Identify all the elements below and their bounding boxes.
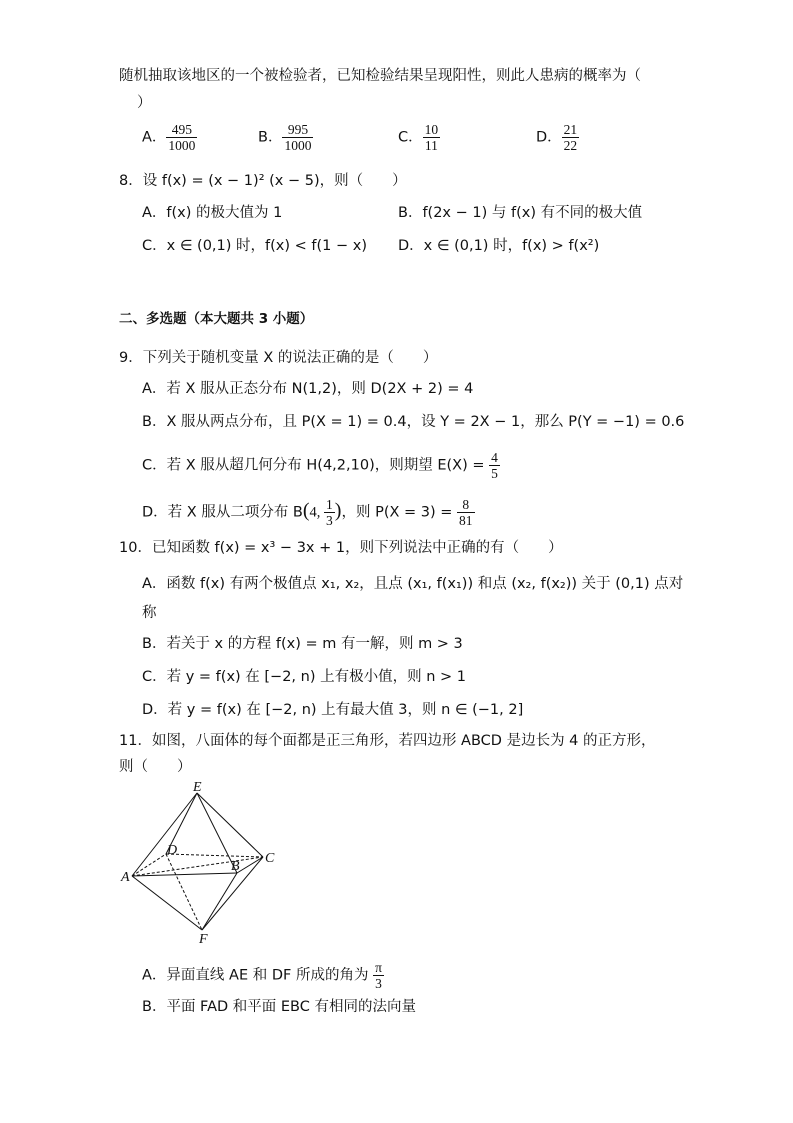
q7-option-b: B． $\frac{995}{1000}$ <box>258 122 312 153</box>
q7-stem: 随机抽取该地区的一个被检验者，已知检验结果呈现阳性，则此人患病的概率为（ <box>119 68 641 84</box>
q9-option-c: C．若 X 服从超几何分布 H(4,2,10)，则期望 E(X) = $\frac{4}{5}$ <box>142 450 498 481</box>
q11-option-a: A．异面直线 AE 和 DF 所成的角为 $\frac{\pi}{3}$ <box>142 960 382 991</box>
q11-option-b: B．平面 FAD 和平面 EBC 有相同的法向量 <box>142 999 416 1015</box>
edge-ec <box>197 793 263 857</box>
q8-option-c: C．x ∈ (0,1) 时，f(x) < f(1 − x) <box>142 238 367 254</box>
q9-option-a: A．若 X 服从正态分布 N(1,2)，则 D(2X + 2) = 4 <box>142 381 474 397</box>
edge-dc <box>166 854 263 857</box>
vertex-label-b: B <box>231 859 240 874</box>
q10-option-b: B．若关于 x 的方程 f(x) = m 有一解，则 m > 3 <box>142 636 463 652</box>
q11-stem-line2: 则（ ） <box>119 759 192 775</box>
edge-ad <box>132 854 166 876</box>
q10-option-c: C．若 y = f(x) 在 [−2, n) 上有极小值，则 n > 1 <box>142 669 466 685</box>
q8-option-a: A．f(x) 的极大值为 1 <box>142 205 283 221</box>
q9-stem: 9．下列关于随机变量 X 的说法正确的是（ ） <box>119 350 438 366</box>
edge-df <box>166 854 202 930</box>
edge-fa <box>132 876 202 930</box>
vertex-label-e: E <box>193 780 202 795</box>
edge-ea <box>132 793 197 876</box>
q11-stem-line1: 11．如图，八面体的每个面都是正三角形，若四边形 ABCD 是边长为 4 的正方形， <box>119 733 656 749</box>
q10-option-a-line1: A．函数 f(x) 有两个极值点 x₁, x₂，且点 (x₁, f(x₁)) 和点 (x₂, f(x₂)) 关于 (0,1) 点对 <box>142 576 684 592</box>
q10-option-d: D．若 y = f(x) 在 [−2, n) 上有最大值 3，则 n ∈ (−1, 2] <box>142 702 524 718</box>
q7-stem-close: ） <box>137 95 152 111</box>
vertex-label-d: D <box>167 843 178 858</box>
q10-stem: 10．已知函数 f(x) = x³ − 3x + 1，则下列说法中正确的有（ ） <box>119 540 563 556</box>
q10-option-a-line2: 称 <box>142 605 157 621</box>
vertex-label-a: A <box>121 870 130 885</box>
q7-option-d: D． $\frac{21}{22}$ <box>536 122 578 153</box>
q7-option-c: C． $\frac{10}{11}$ <box>398 122 439 153</box>
vertex-label-c: C <box>265 851 275 866</box>
octahedron-figure <box>110 780 290 945</box>
q9-option-b: B．X 服从两点分布，且 P(X = 1) = 0.4，设 Y = 2X − 1，那么 P(Y = −1) = 0.6 <box>142 414 685 430</box>
edge-ac <box>132 857 263 876</box>
q8-option-d: D．x ∈ (0,1) 时，f(x) > f(x²) <box>398 238 600 254</box>
q9-option-d: D．若 X 服从二项分布 B(4, $\frac{1}{3}$ )，则 P(X = 3) = $\frac{8}{81}$ <box>142 497 473 528</box>
q8-stem: 8．设 f(x) = (x − 1)² (x − 5)，则（ ） <box>119 173 407 189</box>
edge-bc <box>237 857 263 873</box>
vertex-label-f: F <box>199 932 208 945</box>
q7-option-a: A． $\frac{495}{1000}$ <box>142 122 196 153</box>
edge-fb <box>202 873 237 930</box>
section-title: 二、多选题（本大题共 3 小题） <box>119 311 314 327</box>
q8-option-b: B．f(2x − 1) 与 f(x) 有不同的极大值 <box>398 205 643 221</box>
